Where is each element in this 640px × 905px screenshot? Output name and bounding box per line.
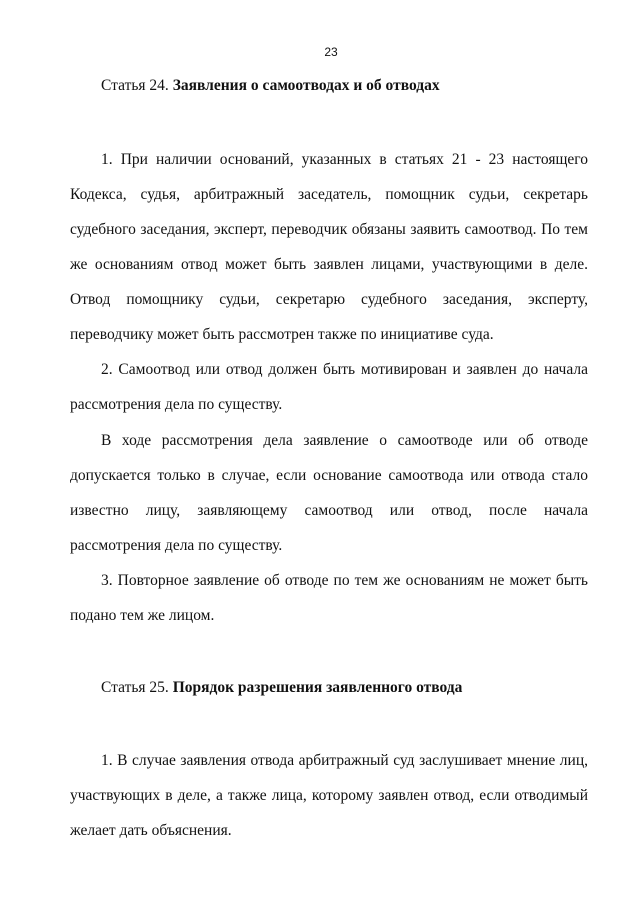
article-label: Статья 25. bbox=[101, 679, 169, 696]
article-25-heading bbox=[101, 678, 462, 698]
article-24-heading bbox=[101, 76, 440, 96]
article-title: Заявления о самоотводах и об отводах bbox=[172, 77, 440, 94]
article-24-paragraph-4: 3. Повторное заявление об отводе по тем же основаниям не может быть подано тем же лицом. bbox=[70, 572, 588, 624]
article-24-paragraph-3: В ходе рассмотрения дела заявление о самоотводе или об отводе допускается только в случае, если основание самоотвода или отвода стало известно лицу, заявляющему самоотвод или отвод, после начала рассмотрения дела по существу. bbox=[70, 432, 588, 554]
article-label: Статья 24. bbox=[101, 77, 169, 94]
article-25-paragraph-1: 1. В случае заявления отвода арбитражный суд заслушивает мнение лиц, участвующих в деле, а также лица, которому заявлен отвод, если отводимый желает дать объяснения. bbox=[70, 752, 588, 839]
article-title: Порядок разрешения заявленного отвода bbox=[172, 679, 463, 696]
article-24-paragraph-2: 2. Самоотвод или отвод должен быть мотивирован и заявлен до начала рассмотрения дела по существу. bbox=[70, 361, 588, 413]
page-number: 23 bbox=[324, 45, 338, 59]
article-24-paragraph-1: 1. При наличии оснований, указанных в статьях 21 - 23 настоящего Кодекса, судья, арбитражный заседатель, помощник судьи, секретарь судебного заседания, эксперт, переводчик обязаны заявить самоотвод. По тем же основаниям отвод может быть заявлен лицами, участвующими в деле. Отвод помощнику судьи, секретарю судебного заседания, эксперту, переводчику может быть рассмотрен также по инициативе суда. bbox=[70, 151, 588, 343]
